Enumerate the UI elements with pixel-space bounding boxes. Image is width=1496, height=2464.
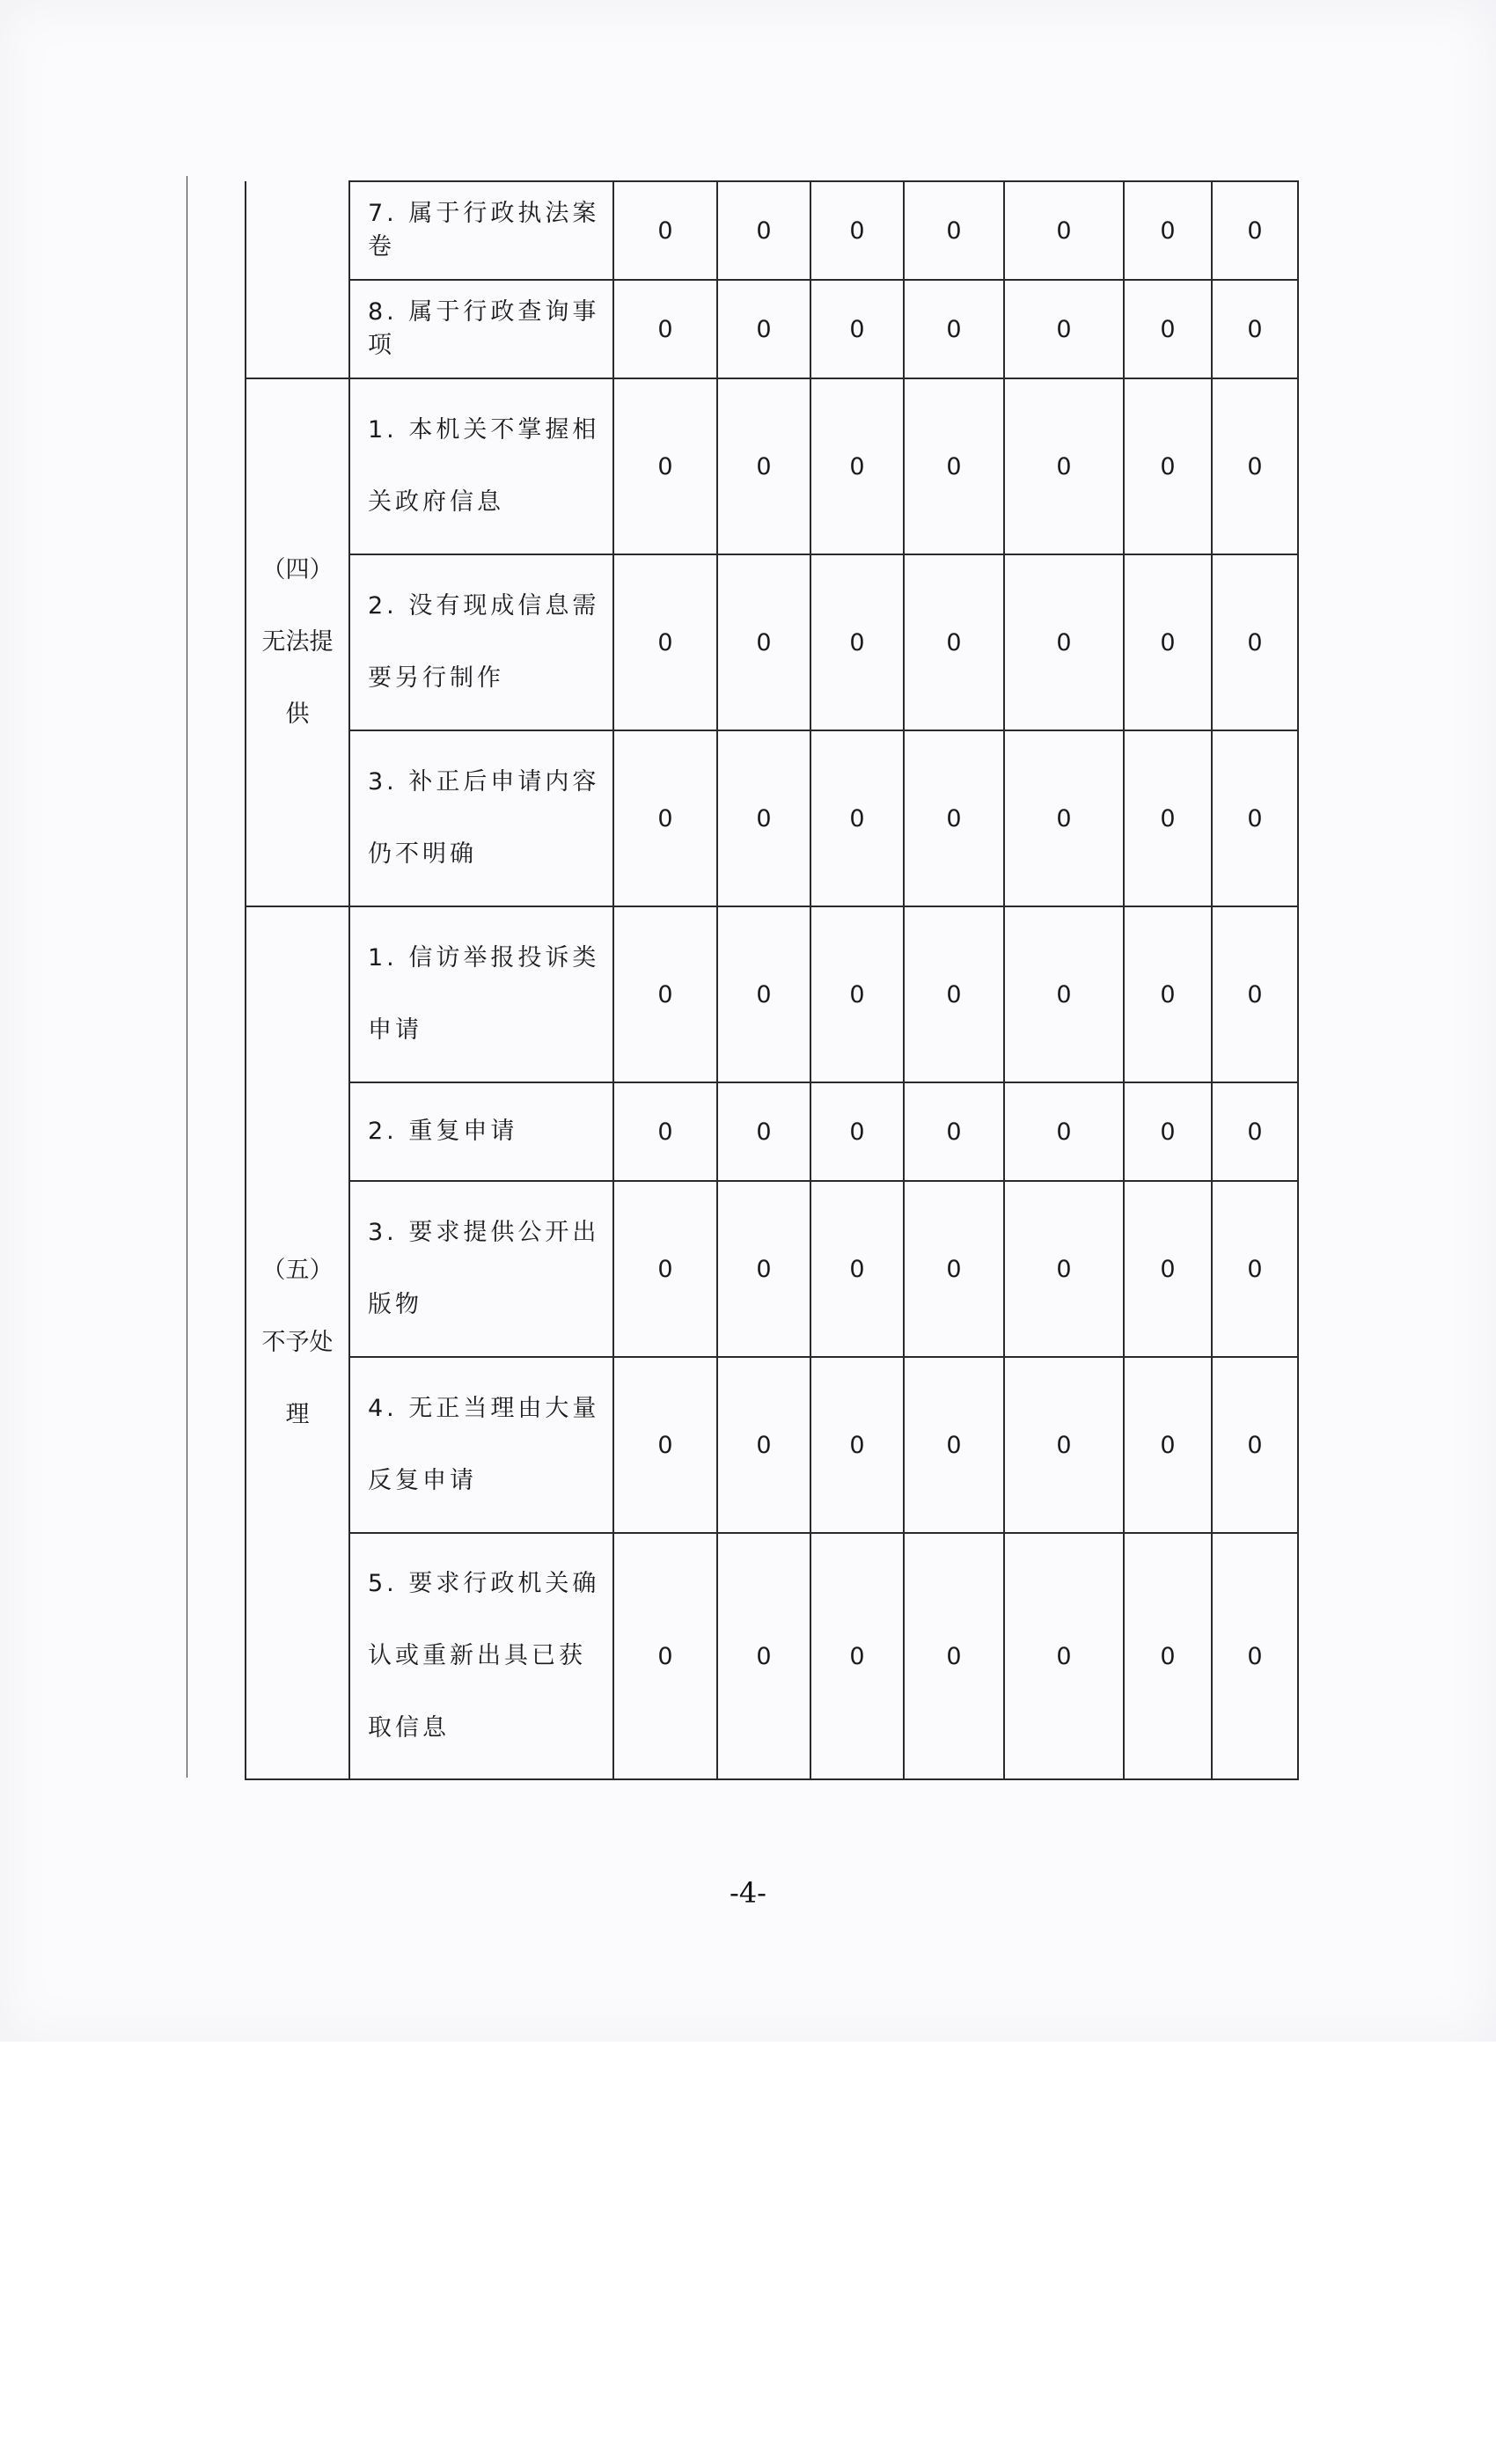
count-cell: 0 [1124, 378, 1212, 554]
reason-label: 2. 没有现成信息需要另行制作 [349, 554, 613, 730]
count-cell: 0 [904, 1082, 1004, 1181]
table-row [246, 378, 1298, 554]
scan-smudge [1368, 34, 1448, 74]
count-cell: 0 [1004, 181, 1124, 280]
count-cell: 0 [613, 1181, 717, 1357]
count-cell: 0 [810, 1082, 904, 1181]
count-cell: 0 [1004, 1357, 1124, 1533]
count-cell: 0 [810, 1533, 904, 1779]
reason-label: 2. 重复申请 [349, 1082, 613, 1181]
count-cell: 0 [1004, 378, 1124, 554]
count-cell: 0 [717, 1181, 810, 1357]
count-cell: 0 [717, 730, 810, 906]
count-cell: 0 [810, 280, 904, 378]
count-cell: 0 [810, 554, 904, 730]
count-cell: 0 [1212, 730, 1298, 906]
count-cell: 0 [613, 378, 717, 554]
table-row [246, 906, 1298, 1082]
count-cell: 0 [904, 181, 1004, 280]
count-cell: 0 [717, 554, 810, 730]
table-row [246, 1357, 1298, 1533]
reason-label: 4. 无正当理由大量反复申请 [349, 1357, 613, 1533]
reason-label: 8. 属于行政查询事项 [349, 280, 613, 378]
count-cell: 0 [810, 1357, 904, 1533]
count-cell: 0 [717, 181, 810, 280]
count-cell: 0 [1212, 1181, 1298, 1357]
table-row [246, 730, 1298, 906]
reason-label: 5. 要求行政机关确认或重新出具已获取信息 [349, 1533, 613, 1779]
count-cell: 0 [1124, 730, 1212, 906]
count-cell: 0 [904, 1533, 1004, 1779]
count-cell: 0 [613, 1082, 717, 1181]
count-cell: 0 [717, 280, 810, 378]
count-cell: 0 [1212, 1082, 1298, 1181]
count-cell: 0 [717, 1533, 810, 1779]
count-cell: 0 [1212, 554, 1298, 730]
reason-label: 1. 本机关不掌握相关政府信息 [349, 378, 613, 554]
count-cell: 0 [1212, 1357, 1298, 1533]
count-cell: 0 [1004, 1181, 1124, 1357]
group-label: （四） 无法提 供 [246, 378, 349, 906]
count-cell: 0 [810, 181, 904, 280]
count-cell: 0 [1124, 1181, 1212, 1357]
count-cell: 0 [904, 280, 1004, 378]
count-cell: 0 [1124, 906, 1212, 1082]
reason-label: 1. 信访举报投诉类申请 [349, 906, 613, 1082]
count-cell: 0 [810, 378, 904, 554]
count-cell: 0 [904, 554, 1004, 730]
count-cell: 0 [1212, 378, 1298, 554]
count-cell: 0 [1124, 1357, 1212, 1533]
count-cell: 0 [717, 1082, 810, 1181]
page-number: -4- [730, 1876, 766, 1910]
count-cell: 0 [1004, 1082, 1124, 1181]
count-cell: 0 [1212, 181, 1298, 280]
table-row [246, 1533, 1298, 1779]
group-label [246, 181, 349, 378]
group-label: （五） 不予处 理 [246, 906, 349, 1779]
count-cell: 0 [904, 906, 1004, 1082]
count-cell: 0 [904, 378, 1004, 554]
count-cell: 0 [613, 554, 717, 730]
table-row [246, 554, 1298, 730]
count-cell: 0 [1004, 730, 1124, 906]
count-cell: 0 [717, 378, 810, 554]
count-cell: 0 [1212, 906, 1298, 1082]
count-cell: 0 [613, 1533, 717, 1779]
table-row [246, 1082, 1298, 1181]
count-cell: 0 [904, 730, 1004, 906]
count-cell: 0 [717, 1357, 810, 1533]
table-row [246, 181, 1298, 280]
count-cell: 0 [1124, 181, 1212, 280]
count-cell: 0 [904, 1181, 1004, 1357]
reason-label: 7. 属于行政执法案卷 [349, 181, 613, 280]
count-cell: 0 [717, 906, 810, 1082]
count-cell: 0 [613, 181, 717, 280]
table-row [246, 280, 1298, 378]
count-cell: 0 [1124, 554, 1212, 730]
count-cell: 0 [613, 730, 717, 906]
count-cell: 0 [613, 906, 717, 1082]
count-cell: 0 [1004, 1533, 1124, 1779]
reason-label: 3. 补正后申请内容仍不明确 [349, 730, 613, 906]
count-cell: 0 [1212, 280, 1298, 378]
count-cell: 0 [613, 1357, 717, 1533]
table-row [246, 1181, 1298, 1357]
count-cell: 0 [1212, 1533, 1298, 1779]
count-cell: 0 [810, 1181, 904, 1357]
reason-label: 3. 要求提供公开出版物 [349, 1181, 613, 1357]
count-cell: 0 [904, 1357, 1004, 1533]
count-cell: 0 [613, 280, 717, 378]
count-cell: 0 [1124, 280, 1212, 378]
disclosure-statistics-table [245, 180, 1299, 1780]
count-cell: 0 [1124, 1082, 1212, 1181]
count-cell: 0 [1124, 1533, 1212, 1779]
count-cell: 0 [810, 906, 904, 1082]
count-cell: 0 [810, 730, 904, 906]
count-cell: 0 [1004, 280, 1124, 378]
table-body [246, 181, 1298, 1779]
count-cell: 0 [1004, 906, 1124, 1082]
count-cell: 0 [1004, 554, 1124, 730]
